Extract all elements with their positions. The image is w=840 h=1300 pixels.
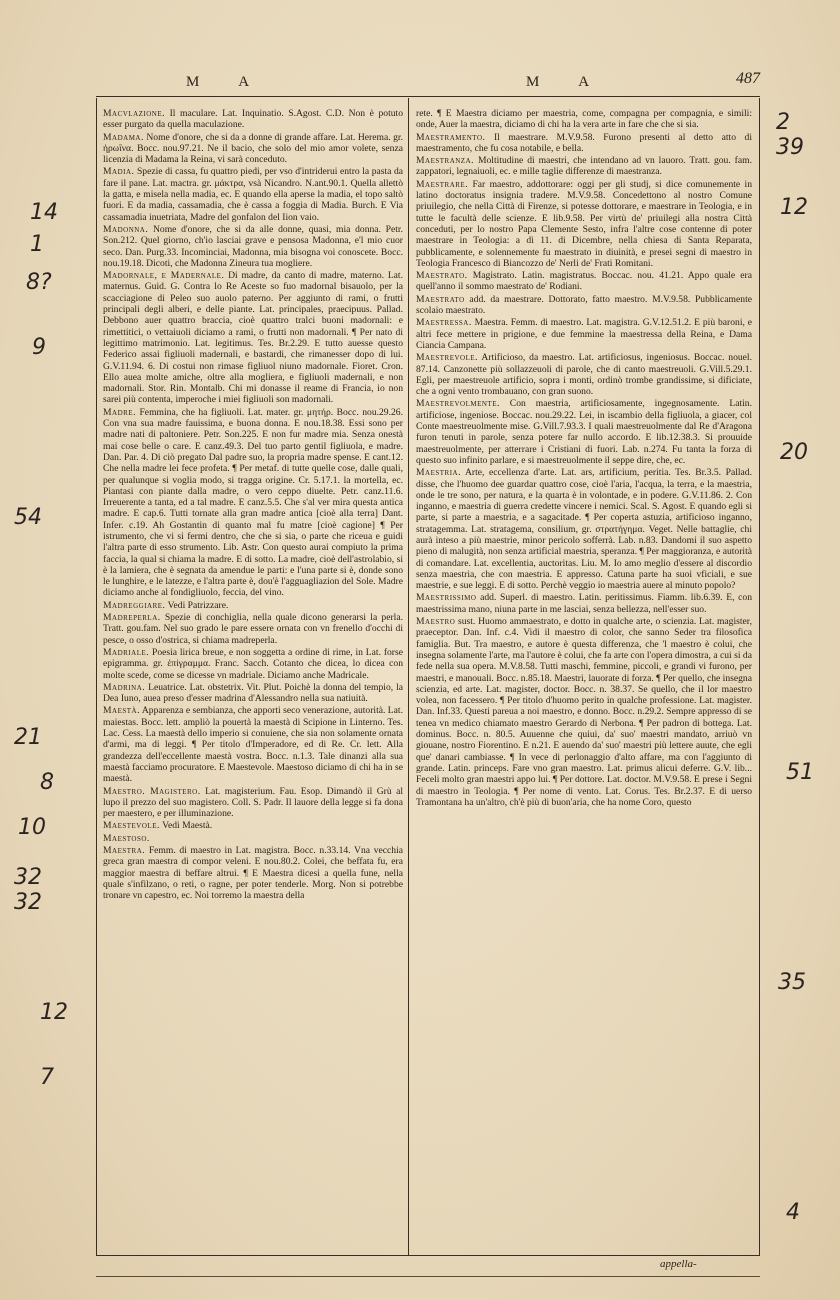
right-column xyxy=(416,108,752,1248)
margin-note: 1 xyxy=(30,232,44,257)
dictionary-entry xyxy=(103,407,403,599)
entry-headword: Madreperla. xyxy=(103,612,161,624)
margin-note: 32 xyxy=(14,890,42,915)
entry-headword: Maestria. xyxy=(416,467,461,479)
margin-note: 39 xyxy=(776,135,804,160)
entry-definition: Con maestria, artificiosamente, ingegnosamente. Latin. artificiose, ingeniose. Boccac. nou.29.22. Lei, in iscambio della figliuola, a giacer, col Conte maestreuolmente mise. G.Vill.7.93.3. I quali maestreuolmente dal Re d'Aragona furon tenuti in parole, senza potere far nullo accordo. E lib.12.38.3. Si prouuide maestreuolmente, per atterrare i Cristiani di fuori. Lab. n.274. Fu tanta la forza di questo suo infinito parlare, e si maestreuolmente il seppe dire, che, ec. xyxy=(416,398,752,466)
entry-definition: sust. Huomo ammaestrato, e dotto in qualche arte, o scienzia. Lat. magister, praeceptor. Dan. Inf. c.4. Vidi il maestro di color, che sanno Seder tra filosofica famiglia. But. Tra maestro, e autore è questa differenza, che 'l maestro è colui, che insegna solamente l'arte, ma l'autore è colui, che fa arte con l'opera dimostra, a cui si da fede nella sua opera. M.V.8.58. Tutti maschi, femmine, piccoli, e grandi vi furono, per maestri, e manouali. Bocc. n.85.18. Maestri, lauorate di forza. ¶ Per quello, che insegna scienzia, ed arte. Lat. magister, doctor. Bocc. n. 38.37. Se quello, che il lor maestro volea, non facessero. ¶ Per titolo d'huomo perito in qualche professione. Lat. magister. Dan. Inf.33. Questi pareua a noi maestro, e donno. Bocc. n.29.2. Sempre appresso di se tenea vn medico chiamato maestro Gerardo di Nerbona. ¶ Per padron di bottega. Lat. dominus. Bocc. n. 80.5. Auuenne che quiui, da' suo' maestri mandato, arriuò vn giouane, nostro Fiorentino. E n.21. E auendo da' suo' maestri più lettere auute, che egli que' danari cambiasse. ¶ In vece di perlonaggio d'alto affare, ma con l'aggiunto di grande. Latin. princeps. Fare vno gran maestro. Lat. primus alicui deferre. G.V. lib... Feceli molto gran maestri appo lui. ¶ Per dottore. Lat. doctor. M.V.9.58. E prese i Segni di maestro in Teologia. ¶ Per nome di vento. Lat. Corus. Tes. Br.2.37. E di uerso Tramontana ha un'altro, ch'è più di buon'aria, che ha nome Coro, questo xyxy=(416,616,752,808)
entry-definition: rete. ¶ E Maestra diciamo per maestria, come, compagna per compagnia, e simili: onde, Auer la maestra, diciamo di chi ha la vera arte in fare che che si sia. xyxy=(416,108,752,131)
dictionary-entry xyxy=(416,317,752,351)
entry-definition: Femmina, che ha figliuoli. Lat. mater. gr. μητήρ. Bocc. nou.29.26. Con vna sua madre fauissima, e buona donna. E nou.18.38. Essi sono per madre nati di paltoniere. Petr. Son.225. E non fur madre mia. Senza onestà mai cose belle o care. E canz.49.3. Del tuo parto gentil figliuola, e madre. Dan. Par. 4. Di ciò pregato Dal padre suo, la propria madre spense. E cant.12. Che nella madre lei fece profeta. ¶ Per metaf. di tutte quelle cose, dalle quali, per qualunque si voglia modo, si tragga origine. Cr. 5.17.1. la mortella, ec. Piantasi con piante dalla madre, o vero ceppo diuelte. Petr. canz.11.6. Irreuerente a tanta, ed a tal madre. E canz.5.5. Che s'al ver mira questa antica madre. E cap.6. Tutti tornate alla gran madre antica [cioè alla terra] Dant. Infer. c.19. Ah Gostantin di quanto mal fu matre [cioè cagione] ¶ Per istrumento, che vi si fermi dentro, che che si sia, o parte che riceua e guidi l'altra parte di esso strumento. Lib. Astr. Con questo aurai compiuto la prima faccia, la qual si chiama la madre. E di sotto. La madre, cioè dell'astrolabio, si è la lamiera, che è segnata da amendue le parti: e l'una parte si è, donde sono le lunghire, e le latezze, e l'altra parte è, dou'è l'agguagliazion del Sole. Madre diciamo anche al fondigliuolo, feccia, del vino. xyxy=(103,406,403,599)
entry-definition: Femm. di maestro in Lat. magistra. Bocc. n.33.14. Vna vecchia greca gran maestra di compor veleni. E nou.80.2. Colei, che beffata fu, era maggior maestra di beffare altrui. ¶ E Maestra dicesi a quella fune, nella quale s'infilzano, o reti, o ragne, per poter tenderle. Morg. Non si potrebbe tronare vn capestro, ec. Noi torremo la maestra della xyxy=(103,845,403,902)
dictionary-entry xyxy=(103,108,403,131)
left-column xyxy=(103,108,403,1248)
entry-headword: Maestranza. xyxy=(416,155,475,167)
dictionary-entry xyxy=(416,616,752,808)
catchword: appella- xyxy=(660,1258,697,1270)
dictionary-entry xyxy=(103,833,403,844)
dictionary-entry xyxy=(416,108,752,131)
entry-headword: Macvlazione. xyxy=(103,108,166,119)
entry-headword: Madama. xyxy=(103,131,144,143)
margin-note: 10 xyxy=(18,815,46,840)
entry-definition: Artificioso, da maestro. Lat. artificiosus, ingeniosus. Boccac. nouel. 87.14. Canzonette più sollazzeuoli di parole, che di canto maestreuoli. G.Vill.5.29.1. Egli, per maestreuole artificio, sopra i monti, ordinò trombe grandissime, si dificiate, che a ogni vento trombauano, con gran suono. xyxy=(416,352,752,398)
dictionary-entry xyxy=(103,705,403,784)
running-header xyxy=(96,70,760,97)
right-running-head: M A xyxy=(526,74,608,90)
dictionary-entry xyxy=(103,224,403,269)
entry-headword: Madornale, e Madernale. xyxy=(103,270,225,282)
entry-headword: Madia. xyxy=(103,166,135,178)
entry-definition: Nome d'onore, che si da alle donne, quasi, mia donna. Petr. Son.212. Quel giorno, ch'io lasciai grave e pensosa Madonna, e'l mio cuor seco. Dan. Purg.33. Incominciai, Madonna, mia bisogna voi conoscete. Bocc. nou.19.18. Dicoti, che Madonna Zineura tua mogliere. xyxy=(103,223,403,269)
entry-headword: Maestro xyxy=(416,616,456,628)
dictionary-entry xyxy=(103,270,403,406)
entry-headword: Maestrissimo xyxy=(416,592,477,604)
margin-note: 21 xyxy=(14,725,42,750)
entry-headword: Maestra. xyxy=(103,845,146,856)
entry-definition: Spezie di conchiglia, nella quale dicono generarsi la perla. Tratt. gou.fam. Nel suo grado le pare essere ornata con vn frenello d'occhi di pesce, o osso d'ostrica, si chiama madreperla. xyxy=(103,612,403,646)
margin-note: 8? xyxy=(26,270,52,295)
entry-headword: Maestrato. xyxy=(416,270,468,282)
entry-headword: Maestà. xyxy=(103,705,140,717)
margin-note: 54 xyxy=(14,505,42,530)
dictionary-entry xyxy=(416,398,752,466)
margin-note: 12 xyxy=(780,195,808,220)
page-number: 487 xyxy=(736,70,760,87)
entry-headword: Maestressa. xyxy=(416,317,472,329)
column-divider xyxy=(408,98,409,1256)
entry-definition: Maestra. Femm. di maestro. Lat. magistra. G.V.12.51.2. E più baroni, e altri fece mettere in prigione, e due femmine la maestressa della Reina, e Dama Ciancia Campana. xyxy=(416,317,752,351)
entry-definition: Di madre, da canto di madre, materno. Lat. maternus. Guid. G. Contra lo Re Aceste so fuo madornal bisauolo, per la scacciagione di Peleo suo auolo paterno. Per aggiunto di rami, o frutti principali degli alberi, e delle piante. Lat. principales, praecipuus. Pallad. Debbono auer quattro braccia, cioè quattro tralci buoni madornali: e rimettitici, o vettaiuoli diciamo a rami, o frutti non madornali. ¶ Per nato di legittimo matrimonio. Lat. legitimus. Tes. Br.2.29. E tutto auesse questo Federico assai figliuoli madernali, e bastardi, che rimanesser dopo di lui. G.V.11.94. 6. Di costui non rimase figliuol niuno madornale. Fioret. Cron. Ello auea molte amiche, oltre alla mogliera, e figliuoli madernali, e non madornali. Stor. Rin. Montalb. Chi mi donasse il reame di Francia, io non sarei più contenta, imperoche i miei figliuoli son madornali. xyxy=(103,270,403,406)
entry-definition: Poesia lirica breue, e non soggetta a ordine di rime, in Lat. forse epigramma. gr. ἐπίγραμμα. Franc. Sacch. Cotanto che dicea, lo dicea con molte scede, come se dicesse vn madriale. Diciamo anche Madricale. xyxy=(103,646,403,681)
dictionary-entry xyxy=(103,132,403,166)
entry-headword: Madrina. xyxy=(103,681,146,693)
dictionary-entry xyxy=(103,845,403,901)
margin-note: 12 xyxy=(40,1000,68,1025)
margin-note: 51 xyxy=(786,760,814,785)
entry-definition: Vedi Maestà. xyxy=(159,820,213,832)
entry-definition: Lat. magisterium. Fau. Esop. Dimandò il Grù al lupo il prezzo del suo magistero. Coll. S. Padr. Il lauore della legge si fa dona per maestero, e per illuminazione. xyxy=(103,785,403,820)
margin-note: 4 xyxy=(786,1200,800,1225)
entry-definition: Moltitudine di maestri, che intendano ad vn lauoro. Tratt. gou. fam. zappatori, legnaiuoli, ec. e mille taglie differenze di maestranza. xyxy=(416,155,752,178)
margin-note: 2 xyxy=(776,110,790,135)
entry-definition: add. da maestrare. Dottorato, fatto maestro. M.V.9.58. Pubblicamente scolaio maestrato. xyxy=(416,293,752,317)
margin-note: 9 xyxy=(32,335,46,360)
dictionary-entry xyxy=(416,179,752,269)
entry-headword: Maestrare. xyxy=(416,178,469,190)
entry-definition: Vedi Patrizzare. xyxy=(165,599,229,611)
margin-note: 20 xyxy=(780,440,808,465)
entry-headword: Maestrevolmente. xyxy=(416,398,500,410)
left-running-head: M A xyxy=(186,74,268,90)
margin-note: 32 xyxy=(14,865,42,890)
dictionary-entry xyxy=(103,682,403,705)
entry-definition: Magistrato. Latin. magistratus. Boccac. nou. 41.21. Appo quale era quell'anno il sommo maestrato de' Rodiani. xyxy=(416,270,752,293)
entry-definition: Leuatrice. Lat. obstetrix. Vit. Plut. Poichè la donna del tempio, la Dea Iuno, auea preso d'esser madrina d'Alessandro nella sua natiuità. xyxy=(103,681,403,705)
entry-headword: Madre. xyxy=(103,406,136,418)
margin-note: 8 xyxy=(40,770,54,795)
entry-headword: Maestramento. xyxy=(416,131,486,143)
entry-headword: Maestrevole. xyxy=(416,352,479,364)
entry-headword: Maestoso. xyxy=(103,832,150,844)
entry-headword: Maestro. Magistero. xyxy=(103,785,201,797)
entry-definition: Il maestrare. M.V.9.58. Furono presenti al detto atto di maestramento, che fu cosa notabile, e bella. xyxy=(416,131,752,154)
dictionary-entry xyxy=(103,612,403,646)
entry-definition: add. Superl. di maestro. Latin. peritissimus. Fiamm. lib.6.39. E, con maestrissima mano, niuna parte in me lasciai, senza bellezza, nell'esser suo. xyxy=(416,592,752,615)
dictionary-entry xyxy=(103,786,403,820)
entry-definition: Arte, eccellenza d'arte. Lat. ars, artificium, peritia. Tes. Br.3.5. Pallad. disse, che l'huomo dee guardar quattro cose, cioè l'aria, l'acqua, la terra, e la maestria, onde le tre sono, per natura, e la quarta è in volontade, e in podere. G.V.11.86. 2. Con inganno, e maestria di guerra credette vincere i nemici. Scal. S. Agost. E quando egli si parte, si parte a maestria, e a sagacitade. ¶ Per coperta astuzia, artificioso inganno, stratagemma. Lat. stratagema, consilium, gr. στρατήγημα. Veget. Nelle battaglie, chi aurà inteso a più maestrie, minor pericolo sofferrà. Lab. n.83. Dandomi il suo aspetto pieno di malugità, non senza artificial maestria, speranza. ¶ Per maggioranza, e autorità di comandare. Lat. excellentia, auctoritas. Liu. M. Io amo meglio d'essere al discordio senza maestria, che con maestria. E appresso. Catuna parte ha suoi vficiali, e sue maestrie, e sue leggi. E di sotto. Perchè veggio io maestria auere al minuto popolo? xyxy=(416,467,752,592)
dictionary-entry xyxy=(416,294,752,317)
margin-note: 7 xyxy=(40,1065,54,1090)
bottom-rule xyxy=(96,1276,760,1277)
dictionary-entry xyxy=(103,647,403,681)
dictionary-entry xyxy=(416,155,752,178)
entry-headword: Madonna. xyxy=(103,223,149,235)
dictionary-entry xyxy=(103,166,403,222)
dictionary-entry xyxy=(103,820,403,831)
dictionary-entry xyxy=(416,592,752,615)
entry-headword: Maestevole. xyxy=(103,820,160,832)
entry-definition: Far maestro, addottorare: oggi per gli studj, si dice comunemente in latino doctoratus insignia tradere. M.V.9.58. Concedettono al nostro Comune priuilegio, che nella Città di Firenze, si potesse dottorare, e maestrare in Teologia, e in tutte le facultà delle scienze. E lib.9.58. Per virtù de' priuilegi alla nostra Città conceduti, per lo nostro Papa Clemente Sesto, infra l'altre cose contenne di poter maestrare in Teologia: a dì 11. di Dicembre, nella chiesa di Santa Reparata, pubblicamente, e solennemente fu maestrato in diuinità, e presei segni di maestro in Teologia Francesco di Biancozzo de' Nerli de' Frati Romitani. xyxy=(416,178,752,269)
entry-definition: Il maculare. Lat. Inquinatio. S.Agost. C.D. Non è potuto esser purgato da quella maculazione. xyxy=(103,108,403,131)
entry-definition: Apparenza e sembianza, che apporti seco venerazione, autorità. Lat. maiestas. Bocc. lett. ampliò la pouertà la maestà di Scipione in Linterno. Tes. Lac. Cess. La maestà dello imperio si conuiene, che sia non solamente ornata d'armi, ma di leggi. ¶ Per titolo d'Imperadore, ed di Re. Cr. lett. Alla grandezza dell'eccellente maestà vostra. Bocc. n.1.3. Tale dinanzi alla sua maestà facciamo procuratore. E Maestevole. Maestoso diciamo di chi ha in se maestà. xyxy=(103,705,403,785)
dictionary-entry xyxy=(103,600,403,611)
margin-note: 35 xyxy=(778,970,806,995)
entry-headword: Madriale. xyxy=(103,646,150,658)
entry-headword: Maestrato xyxy=(416,293,465,305)
entry-definition: Spezie di cassa, fu quattro piedi, per vso d'intriderui entro la pasta da fare il pane. Lat. mactra. gr. μάκτρα, vsà Nicandro. N.ant.90.1. Quella allettò la gatta, e misela nella madia, ec. E quando ella aperse la madia, el topo saltò fuori. E da madia, cassamadia, che è cassa a foggia di Madia. Burch. E Via cassamadia inuetriata, Madre del gonfalon del Iion vaio. xyxy=(103,166,403,223)
margin-note: 14 xyxy=(30,200,58,225)
entry-definition: Nome d'onore, che si da a donne di grande affare. Lat. Herema. gr. ἡρωΐνα. Bocc. nou.97.21. Ne il bacio, che solo del mio amor volete, senza licenzia di Madama la Reina, vi sarà conceduto. xyxy=(103,131,403,166)
dictionary-entry xyxy=(416,132,752,155)
dictionary-entry xyxy=(416,270,752,293)
dictionary-entry xyxy=(416,467,752,591)
dictionary-entry xyxy=(416,352,752,397)
entry-headword: Madreggiare. xyxy=(103,599,166,611)
